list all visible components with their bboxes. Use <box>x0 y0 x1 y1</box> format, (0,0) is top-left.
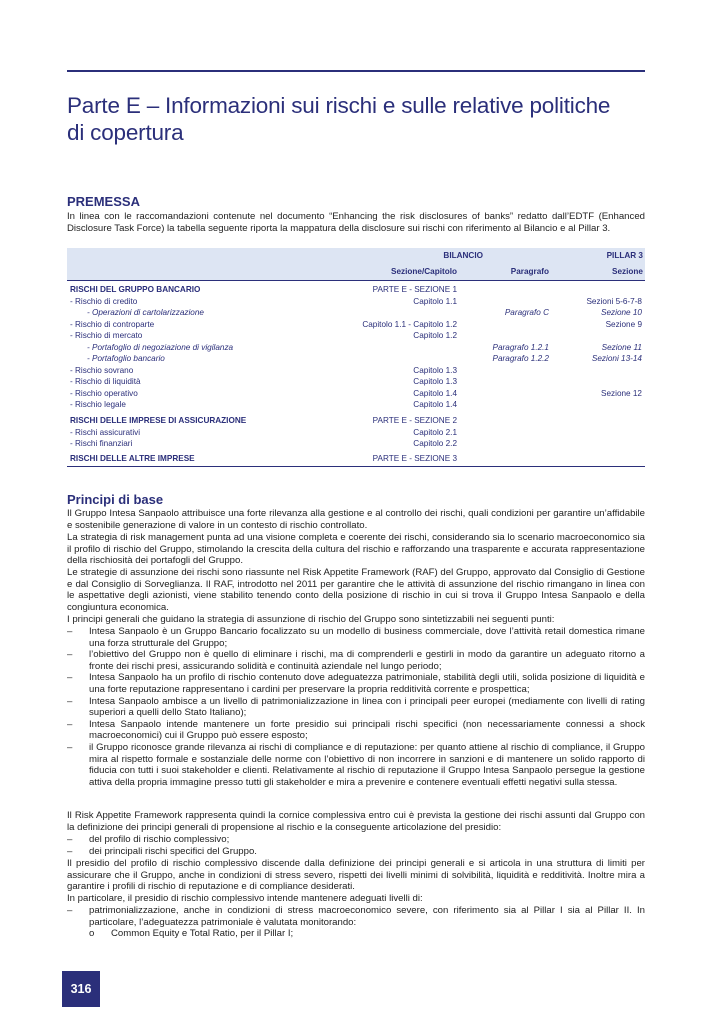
row-paragrafo: Paragrafo C <box>504 308 549 317</box>
list-item <box>67 834 645 846</box>
header-sezione-capitolo: Sezione/Capitolo <box>391 267 457 276</box>
circle-bullet: o <box>89 928 95 940</box>
table-row <box>67 330 645 341</box>
list-item <box>67 672 645 695</box>
list-item <box>67 905 645 928</box>
row-label: - Rischio legale <box>70 400 126 409</box>
row-label: RISCHI DELLE IMPRESE DI ASSICURAZIONE <box>70 416 247 425</box>
header-bilancio: BILANCIO <box>443 251 483 260</box>
list-item-text: Intesa Sanpaolo intende mantenere un forte presidio sui principali rischi specifici (non necessariamente connessi a shock macroeconomici) cui il Gruppo può essere esposto; <box>89 718 645 742</box>
premessa-text: In linea con le raccomandazioni contenute nel documento “Enhancing the risk disclosures of banks” redatto dall’EDTF (Enhanced Disclosure Task Force) la tabella seguente riporta la mappatura della disclosure sui rischi con riferimento al Bilancio e al Pillar 3. <box>67 211 645 234</box>
risk-mapping-table <box>67 248 645 467</box>
dash-bullet: – <box>67 626 73 637</box>
row-bilancio: Capitolo 1.4 <box>413 388 457 398</box>
list-item-text: patrimonializzazione, anche in condizioni di stress macroeconomico severe, con riferimento sia al Pillar I sia al Pillar II. In particolare, l’adeguatezza patrimoniale è valutata monitorando: <box>89 905 645 928</box>
row-label: - Rischio di controparte <box>70 319 155 329</box>
table-row <box>67 296 645 307</box>
capital-list <box>67 905 645 940</box>
row-bilancio: PARTE E - SEZIONE 2 <box>372 416 457 425</box>
page-number: 316 <box>62 971 100 1007</box>
dash-bullet: – <box>67 741 73 753</box>
row-bilancio: PARTE E - SEZIONE 1 <box>372 285 457 294</box>
dash-bullet: – <box>67 905 73 916</box>
row-bilancio: Capitolo 1.2 <box>413 331 457 340</box>
list-item <box>67 719 645 742</box>
row-label: - Rischio di liquidità <box>70 377 141 386</box>
row-label: - Operazioni di cartolarizzazione <box>87 308 204 317</box>
row-pillar3: Sezioni 5-6-7-8 <box>586 296 642 306</box>
table-header <box>67 248 645 281</box>
row-bilancio: PARTE E - SEZIONE 3 <box>372 454 457 463</box>
table-row <box>67 365 645 376</box>
row-bilancio: Capitolo 1.3 <box>413 377 457 386</box>
dash-bullet: – <box>67 649 73 661</box>
principi-p2: La strategia di risk management punta ad una visione completa e coerente dei rischi, considerando sia lo scenario macroeconomico sia il profilo di rischio del Gruppo, stimolando la crescita della cultura del rischio e rafforzando una trasparente e accurata rappresentazione della rischiosità dei portafogli del Gruppo. <box>67 532 645 567</box>
row-bilancio: Capitolo 2.2 <box>413 439 457 448</box>
table-row <box>67 415 645 426</box>
table-row <box>67 353 645 364</box>
header-sezione: Sezione <box>612 267 643 276</box>
row-label: - Portafoglio bancario <box>87 354 165 363</box>
row-bilancio: Capitolo 1.1 <box>413 296 457 306</box>
table-row <box>67 438 645 449</box>
principi-p5: Il Risk Appetite Framework rappresenta quindi la cornice complessiva entro cui è prevista la gestione dei rischi assunti dal Gruppo con la definizione dei principi generali di propensione al rischio e la conseguente articolazione del presidio: <box>67 810 645 833</box>
row-paragrafo: Paragrafo 1.2.2 <box>492 354 549 363</box>
list-item <box>67 626 645 649</box>
row-label: - Rischio di credito <box>70 296 138 306</box>
list-item <box>67 742 645 788</box>
table-row <box>67 453 645 464</box>
sub-list-item-text: Common Equity e Total Ratio, per il Pillar I; <box>111 928 294 940</box>
table-row <box>67 319 645 330</box>
list-item-text: l’obiettivo del Gruppo non è quello di eliminare i rischi, ma di comprenderli e gestirli in modo da garantire un adeguato ritorno a fronte dei rischi presi, assicurando solidità e continuità aziendale nel lungo periodo; <box>89 649 645 672</box>
principi-p7: In particolare, il presidio di rischio complessivo intende mantenere adeguati livelli di: <box>67 893 423 904</box>
principi-p6: Il presidio del profilo di rischio complessivo discende dalla definizione dei principi generali e si articola in una struttura di limiti per assicurare che il Gruppo, anche in condizioni di stress severo, rispetti dei livelli minimi di solvibilità, liquidità e redditività. Inoltre mira a garantire i profili di rischio di reputazione e di compliance desiderati. <box>67 858 645 893</box>
principi-p4: I principi generali che guidano la strategia di assunzione di rischio del Gruppo sono sintetizzabili nei seguenti punti: <box>67 614 555 625</box>
header-paragrafo: Paragrafo <box>510 267 549 276</box>
principles-list <box>67 626 645 788</box>
page-title: Parte E – Informazioni sui rischi e sulle relative politiche di copertura <box>67 93 611 145</box>
dash-bullet: – <box>67 834 73 845</box>
row-label: - Rischi finanziari <box>70 439 133 448</box>
table-body <box>67 281 645 467</box>
list-item <box>67 846 645 858</box>
row-label: - Rischio operativo <box>70 388 138 398</box>
list-item-text: Intesa Sanpaolo è un Gruppo Bancario focalizzato su un modello di business commerciale, dove l’attività retail domestica rimane una forza strutturale del Gruppo; <box>89 626 645 649</box>
row-pillar3: Sezione 10 <box>601 308 642 317</box>
presidio-list <box>67 834 645 857</box>
row-label: - Rischio di mercato <box>70 331 143 340</box>
row-paragrafo: Paragrafo 1.2.1 <box>492 342 549 352</box>
row-label: - Rischio sovrano <box>70 365 134 375</box>
row-bilancio: Capitolo 1.3 <box>413 365 457 375</box>
row-pillar3: Sezione 12 <box>601 388 642 398</box>
top-rule <box>67 70 645 72</box>
row-label: - Rischi assicurativi <box>70 427 141 437</box>
sub-list-item <box>67 928 645 940</box>
row-pillar3: Sezione 9 <box>605 319 642 329</box>
principi-p1: Il Gruppo Intesa Sanpaolo attribuisce una forte rilevanza alla gestione e al controllo dei rischi, quali condizioni per garantire un’affidabile e sostenibile generazione di valore in un contesto di rischio controllato. <box>67 508 645 531</box>
row-label: - Portafoglio di negoziazione di vigilanza <box>87 342 234 352</box>
list-item-text: Intesa Sanpaolo ha un profilo di rischio contenuto dove adeguatezza patrimoniale, stabilità degli utili, solida posizione di liquidità e una forte reputazione rappresentano i cardini per preservare la propria redditività corrente e prospettica; <box>89 672 645 695</box>
row-pillar3: Sezione 11 <box>601 342 642 352</box>
dash-bullet: – <box>67 672 73 684</box>
list-item <box>67 696 645 719</box>
row-bilancio: Capitolo 1.1 - Capitolo 1.2 <box>362 319 457 329</box>
list-item-text: dei principali rischi specifici del Gruppo. <box>89 845 257 857</box>
dash-bullet: – <box>67 845 73 857</box>
table-row <box>67 284 645 295</box>
table-row <box>67 399 645 410</box>
header-pillar3: PILLAR 3 <box>606 251 643 260</box>
list-item-text: del profilo di rischio complessivo; <box>89 834 230 845</box>
row-label: RISCHI DEL GRUPPO BANCARIO <box>70 285 201 294</box>
table-row <box>67 388 645 399</box>
list-item <box>67 649 645 672</box>
row-bilancio: Capitolo 2.1 <box>413 427 457 437</box>
principi-heading: Principi di base <box>67 492 164 507</box>
table-row <box>67 342 645 353</box>
principi-p3: Le strategie di assunzione dei rischi sono riassunte nel Risk Appetite Framework (RAF) del Gruppo, approvato dal Consiglio di Gestione e dal Consiglio di Sorveglianza. Il RAF, introdotto nel 2011 per garantire che le attività di assunzione del rischio rimangano in linea con le aspettative degli azionisti, viene stabilito tenendo conto della posizione di rischio in cui si trova il Gruppo Intesa Sanpaolo e della congiuntura economica. <box>67 567 645 613</box>
dash-bullet: – <box>67 695 73 707</box>
premessa-heading: PREMESSA <box>67 194 140 209</box>
table-row <box>67 427 645 438</box>
table-row <box>67 307 645 318</box>
row-bilancio: Capitolo 1.4 <box>413 400 457 409</box>
row-pillar3: Sezioni 13-14 <box>591 354 642 363</box>
list-item-text: Intesa Sanpaolo ambisce a un livello di patrimonializzazione in linea con i principali peer europei (mediamente con livelli di rating superiori a quelli dello Stato Italiano); <box>89 695 645 719</box>
list-item-text: il Gruppo riconosce grande rilevanza ai rischi di compliance e di reputazione: per quanto attiene al rischio di compliance, il Gruppo mira al rispetto formale e sostanziale delle norme con l’obiettivo di non incorrere in sanzioni e di mantenere un solido rapporto di fiducia con tutti i suoi stakeholder e clienti. Relativamente al rischio di reputazione il Gruppo Intesa Sanpaolo persegue la gestione attiva della propria immagine presso tutti gli stakeholder e mira a prevenire e contenere eventuali effetti negativi sulla stessa. <box>89 741 645 788</box>
row-label: RISCHI DELLE ALTRE IMPRESE <box>70 454 195 463</box>
dash-bullet: – <box>67 718 73 730</box>
table-row <box>67 376 645 387</box>
